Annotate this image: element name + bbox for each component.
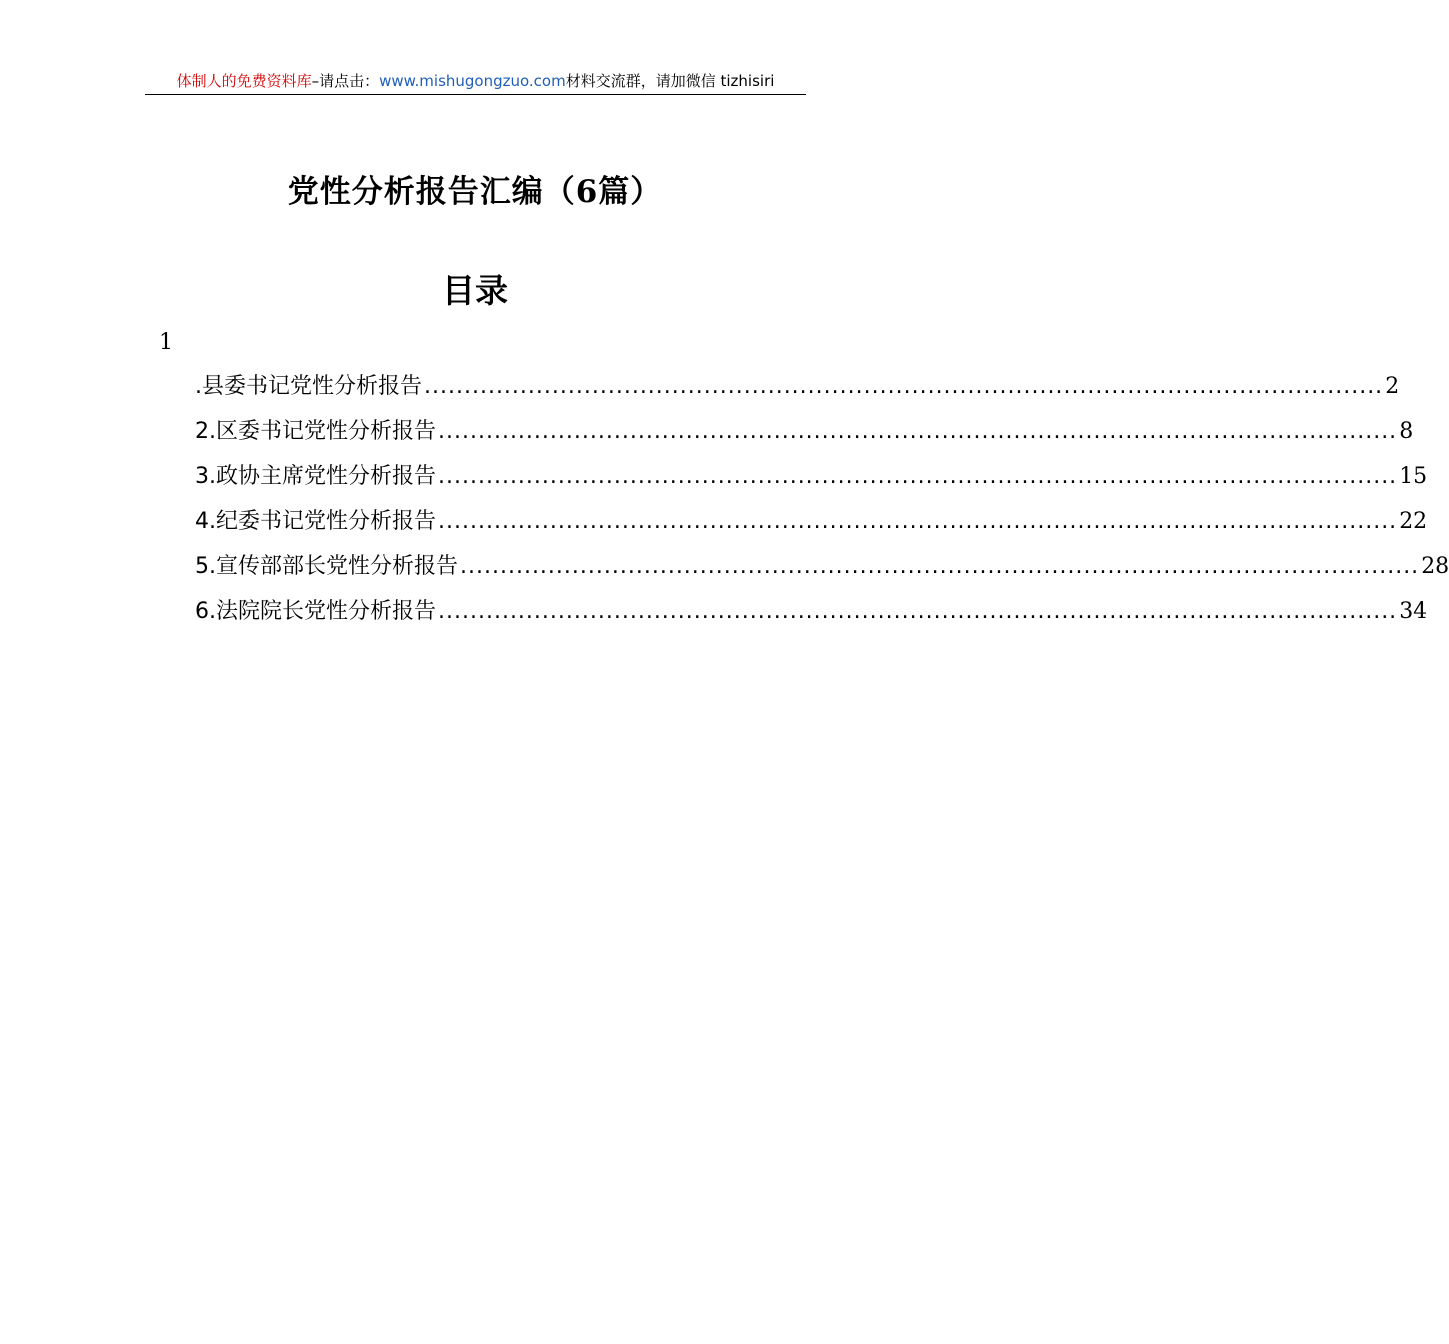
page-header <box>145 68 806 95</box>
toc-dot-leader: ........................................................................................................................ <box>460 554 1420 579</box>
toc-dot-leader: ........................................................................................................................ <box>438 599 1398 624</box>
toc-entry-label: 2.区委书记党性分析报告 <box>195 419 436 444</box>
toc-entry-page: 8 <box>1399 419 1414 444</box>
toc-heading: 目录 <box>442 271 508 310</box>
stray-number: 1 <box>159 330 173 355</box>
toc-entry-label: 4.纪委书记党性分析报告 <box>195 509 436 534</box>
header-prompt: –请点击： <box>311 72 380 90</box>
header-url-link[interactable]: www.mishugongzuo.com <box>379 72 566 90</box>
toc-dot-leader: ........................................................................................................................ <box>438 464 1398 489</box>
toc-dot-leader: ........................................................................................................................ <box>438 419 1398 444</box>
table-of-contents <box>195 370 1449 640</box>
toc-entry-label: .县委书记党性分析报告 <box>195 374 422 399</box>
toc-entry-page: 15 <box>1399 464 1428 489</box>
document-title: 党性分析报告汇编（6篇） <box>287 174 663 210</box>
toc-entry[interactable] <box>195 595 1428 640</box>
toc-entry[interactable] <box>195 550 1449 595</box>
toc-dot-leader: ........................................................................................................................ <box>438 509 1398 534</box>
toc-entry-label: 5.宣传部部长党性分析报告 <box>195 554 458 579</box>
toc-entry[interactable] <box>195 460 1428 505</box>
header-contact-text: 材料交流群，请加微信 tizhisiri <box>565 72 775 90</box>
toc-entry-page: 28 <box>1421 554 1449 579</box>
toc-entry-label: 6.法院院长党性分析报告 <box>195 599 436 624</box>
toc-dot-leader: ........................................................................................................................ <box>424 374 1384 399</box>
toc-entry-page: 22 <box>1399 509 1428 534</box>
toc-entry-label: 3.政协主席党性分析报告 <box>195 464 436 489</box>
header-site-name: 体制人的免费资料库 <box>176 72 312 90</box>
toc-entry[interactable] <box>195 370 1400 415</box>
toc-entry[interactable] <box>195 505 1428 550</box>
toc-entry-page: 34 <box>1399 599 1428 624</box>
toc-entry-page: 2 <box>1385 374 1400 399</box>
toc-entry[interactable] <box>195 415 1414 460</box>
